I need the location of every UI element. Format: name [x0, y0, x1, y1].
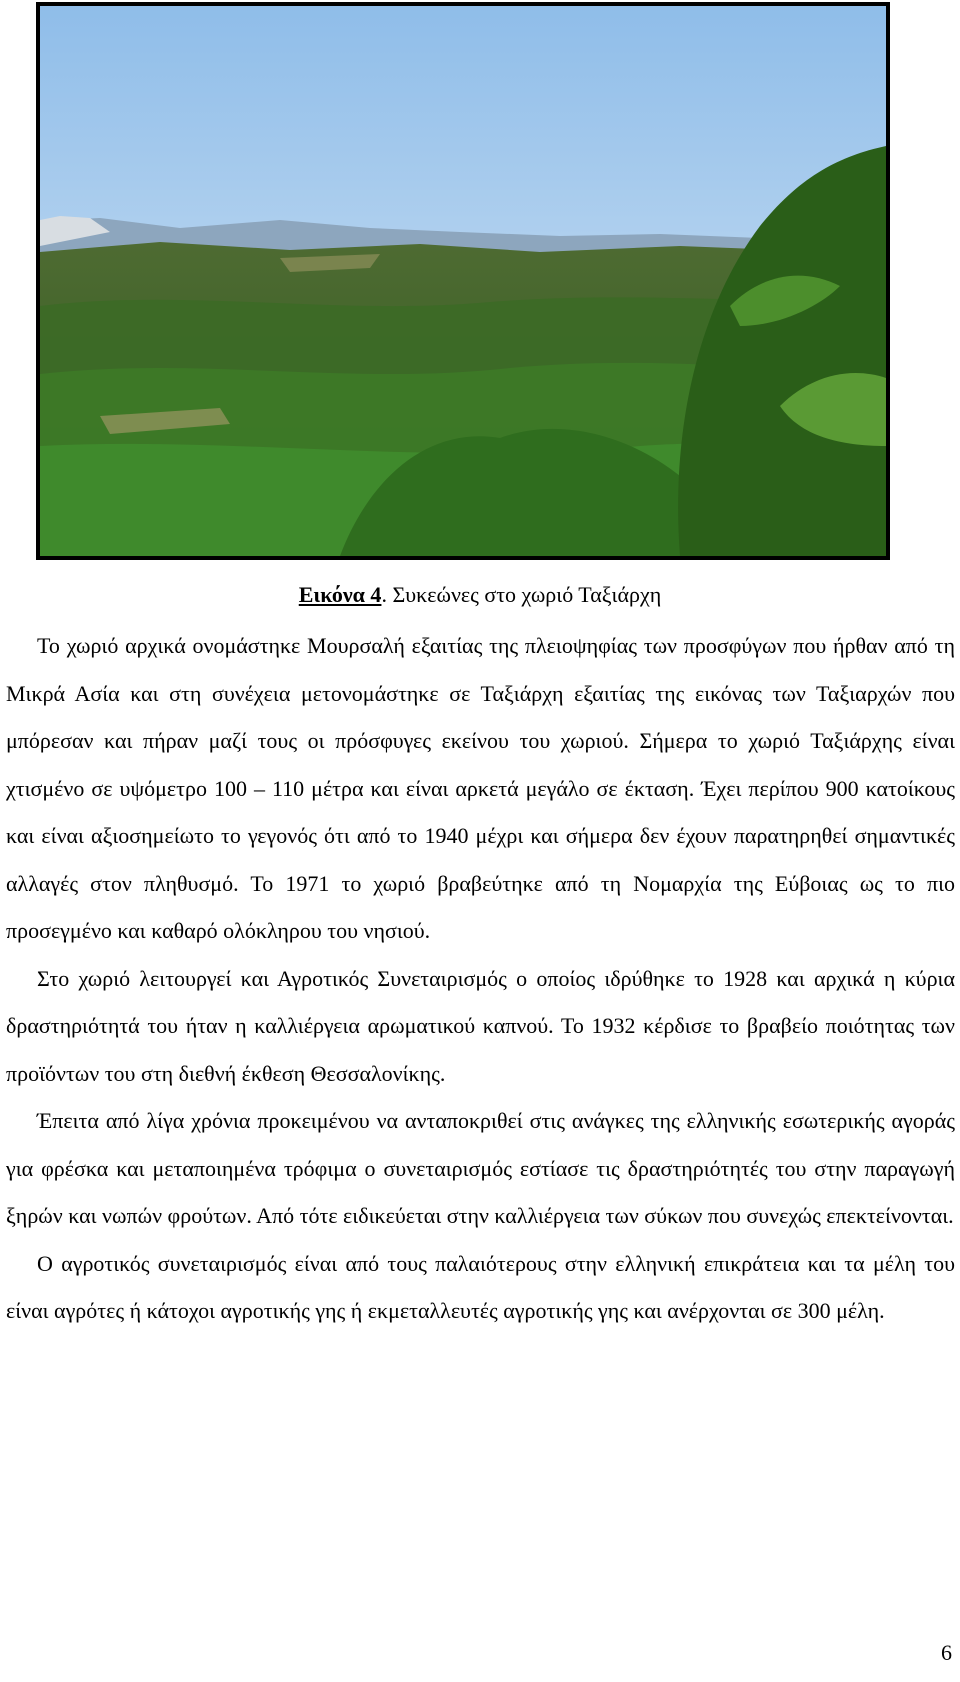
figure-caption-text: . Συκεώνες στο χωριό Ταξιάρχη [381, 582, 662, 607]
landscape-photo [36, 2, 890, 560]
paragraph-village-history: Το χωριό αρχικά ονομάστηκε Μουρσαλή εξαιτίας της πλειοψηφίας των προσφύγων που ήρθαν από τη Μικρά Ασία και στη συνέχεια μετονομάστηκε σε Ταξιάρχη εξαιτίας της εικόνας των Ταξιαρχών που μπόρεσαν και πήραν μαζί τους οι πρόσφυγες εκείνου του χωριού. Σήμερα το χωριό Ταξιάρχης είναι χτισμένο σε υψόμετρο 100 – 110 μέτρα και είναι αρκετά μεγάλο σε έκταση. Έχει περίπου 900 κατοίκους και είναι αξιοσημείωτο το γεγονός ότι από το 1940 μέχρι και σήμερα δεν έχουν παρατηρηθεί σημαντικές αλλαγές στον πληθυσμό. Το 1971 το χωριό βραβεύτηκε από τη Νομαρχία της Εύβοιας ως το πιο προσεγμένο και καθαρό ολόκληρου του νησιού. [6, 633, 955, 943]
figure-caption [0, 578, 960, 612]
page-number: 6 [941, 1640, 952, 1665]
body-text [6, 622, 955, 1335]
paragraph-cooperative-activities: Έπειτα από λίγα χρόνια προκειμένου να ανταποκριθεί στις ανάγκες της ελληνικής εσωτερικής αγοράς για φρέσκα και μεταποιημένα τρόφιμα ο συνεταιρισμός εστίασε τις δραστηριότητές του στην παραγωγή ξηρών και νωπών φρούτων. Από τότε ειδικεύεται στην καλλιέργεια των σύκων που συνεχώς επεκτείνονται. [6, 1108, 955, 1228]
paragraph-cooperative-founding: Στο χωριό λειτουργεί και Αγροτικός Συνεταιρισμός ο οποίος ιδρύθηκε το 1928 και αρχικά η κύρια δραστηριότητά του ήταν η καλλιέργεια αρωματικού καπνού. Το 1932 κέρδισε το βραβείο ποιότητας των προϊόντων του στη διεθνή έκθεση Θεσσαλονίκης. [6, 965, 955, 1086]
figure-caption-label: Εικόνα 4 [298, 582, 382, 607]
paragraph-cooperative-members: Ο αγροτικός συνεταιρισμός είναι από τους παλαιότερους στην ελληνική επικράτεια και τα μέλη του είναι αγρότες ή κάτοχοι αγροτικής γης ή εκμεταλλευτές αγροτικής γης και ανέρχονται σε 300 μέλη. [6, 1250, 955, 1323]
fig-tree-orchard-image [40, 6, 886, 556]
